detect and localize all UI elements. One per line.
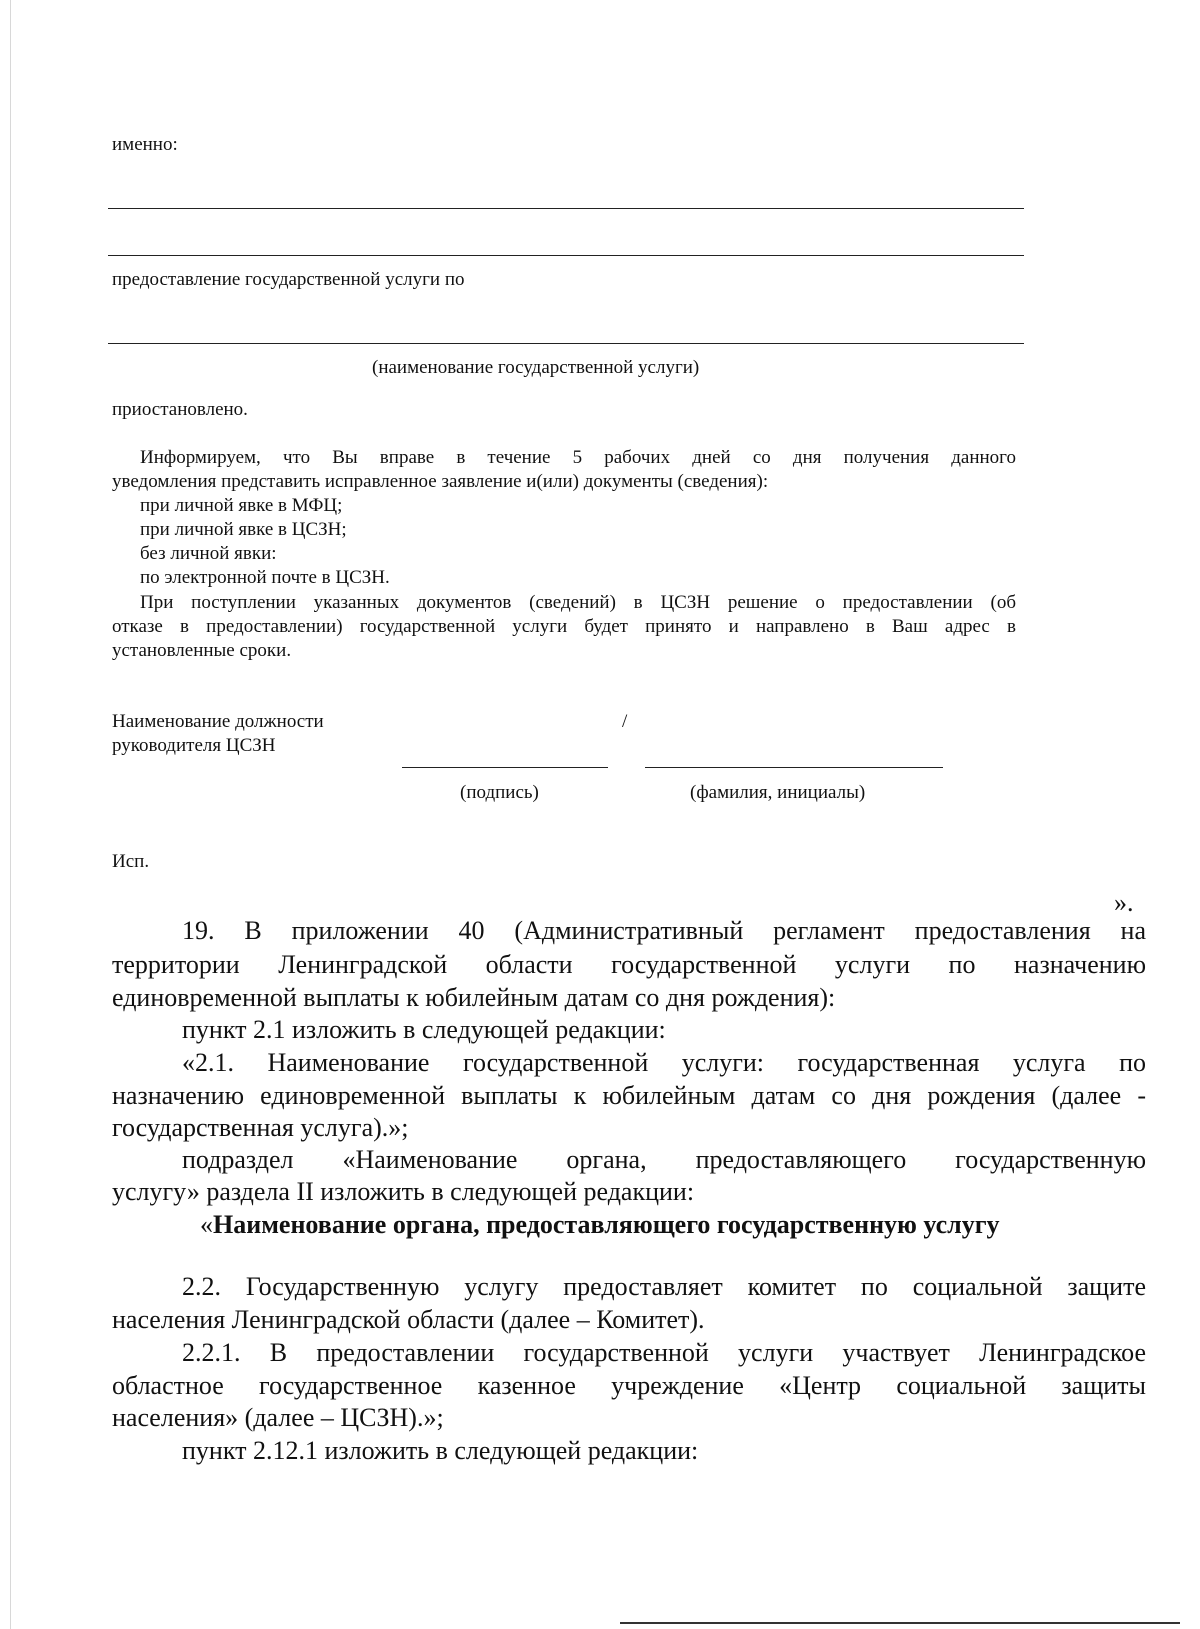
option-email: по электронной почте в ЦСЗН. [140, 567, 390, 588]
scan-edge-left [10, 0, 11, 1629]
para-22-line-1: 2.2. Государственную услугу предоставляет комитет по социальной защите [182, 1272, 1146, 1301]
para-221-line-3: населения» (далее – ЦСЗН).»; [112, 1403, 444, 1432]
suspended-text: приостановлено. [112, 399, 248, 420]
para-21-line-2: назначению единовременной выплаты к юбилейным датам со дня рождения (далее - [112, 1081, 1146, 1110]
signature-caption: (подпись) [460, 782, 539, 803]
inform-line-2: уведомления представить исправленное заявление и(или) документы (сведения): [112, 471, 769, 492]
option-mfc: при личной явке в МФЦ; [140, 495, 343, 516]
closing-quote: ». [1114, 888, 1134, 917]
imenno-label: именно: [112, 134, 178, 155]
inform-line-1: Информируем, что Вы вправе в течение 5 рабочих дней со дня получения данного [140, 447, 1016, 468]
predostavlenie-label: предоставление государственной услуги по [112, 269, 465, 290]
receipt-line-1: При поступлении указанных документов (сведений) в ЦСЗН решение о предоставлении (об [140, 592, 1016, 613]
blank-line-1 [108, 208, 1024, 209]
para-19-line-3: единовременной выплаты к юбилейным датам со дня рождения): [112, 983, 836, 1012]
para-2121-intro: пункт 2.12.1 изложить в следующей редакции: [182, 1436, 699, 1465]
para-21-line-1: «2.1. Наименование государственной услуги: государственная услуга по [182, 1048, 1146, 1077]
para-22-line-2: населения Ленинградской области (далее – Комитет). [112, 1305, 705, 1334]
receipt-line-2: отказе в предоставлении) государственной услуги будет принято и направлено в Ваш адрес в [112, 616, 1016, 637]
service-name-caption: (наименование государственной услуги) [372, 357, 700, 378]
signature-slash: / [622, 711, 628, 732]
para-221-line-2: областное государственное казенное учреждение «Центр социальной защиты [112, 1371, 1146, 1400]
name-line [645, 767, 943, 768]
section-heading [200, 1208, 1000, 1242]
para-19-line-2: территории Ленинградской области государственной услуги по назначению [112, 950, 1146, 979]
subsection-line-2: услугу» раздела II изложить в следующей редакции: [112, 1177, 695, 1206]
heading-text: Наименование органа, предоставляющего государственную услугу [213, 1210, 1000, 1239]
heading-quote: « [200, 1210, 213, 1239]
position-title-line-1: Наименование должности [112, 711, 324, 732]
para-19-line-1: 19. В приложении 40 (Административный регламент предоставления на [182, 916, 1146, 945]
blank-line-2 [108, 255, 1024, 256]
name-caption: (фамилия, инициалы) [690, 782, 866, 803]
executor-label: Исп. [112, 851, 150, 872]
subsection-line-1: подраздел «Наименование органа, предоставляющего государственную [182, 1145, 1146, 1174]
signature-line [402, 767, 608, 768]
position-title-line-2: руководителя ЦСЗН [112, 735, 276, 756]
service-name-line [108, 343, 1024, 344]
para-21-intro: пункт 2.1 изложить в следующей редакции: [182, 1015, 666, 1044]
receipt-line-3: установленные сроки. [112, 640, 292, 661]
para-21-line-3: государственная услуга).»; [112, 1113, 409, 1142]
scan-edge-bottom [620, 1622, 1180, 1624]
option-cszn: при личной явке в ЦСЗН; [140, 519, 347, 540]
option-no-visit: без личной явки: [140, 543, 277, 564]
para-221-line-1: 2.2.1. В предоставлении государственной услуги участвует Ленинградское [182, 1338, 1146, 1367]
